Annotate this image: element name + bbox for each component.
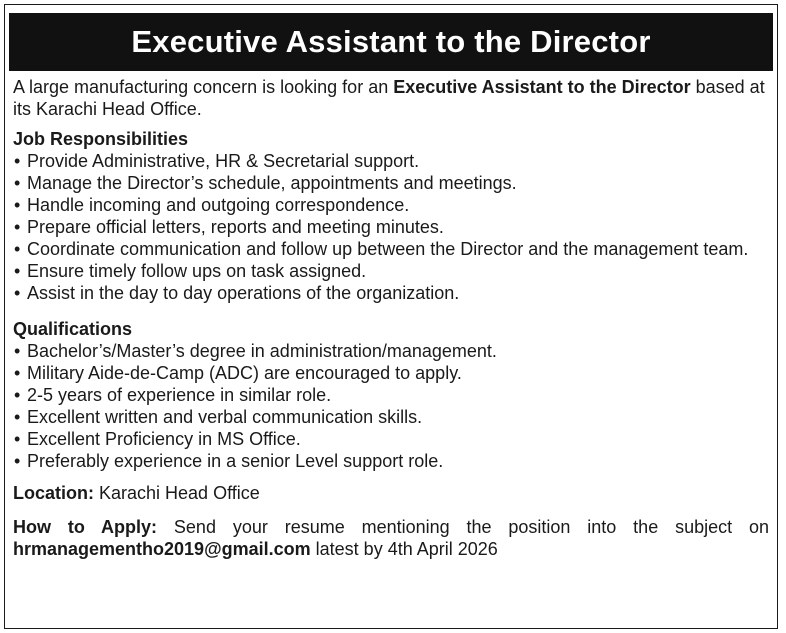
list-item: • Coordinate communication and follow up between the Director and the management team. xyxy=(13,238,769,260)
qualifications-list xyxy=(13,340,769,472)
list-item: • Handle incoming and outgoing correspondence. xyxy=(13,194,769,216)
how-to-apply xyxy=(13,516,769,560)
list-item: • Bachelor’s/Master’s degree in administration/management. xyxy=(13,340,769,362)
intro-prefix: A large manufacturing concern is looking for an xyxy=(13,77,394,97)
location-line xyxy=(13,482,769,504)
apply-text: Send your resume mentioning the position into the subject on xyxy=(157,517,769,537)
ad-body xyxy=(13,76,769,560)
location-value: Karachi Head Office xyxy=(94,483,260,503)
intro-position: Executive Assistant to the Director xyxy=(393,77,691,97)
list-item: • Prepare official letters, reports and meeting minutes. xyxy=(13,216,769,238)
responsibilities-heading: Job Responsibilities xyxy=(13,129,189,149)
list-item: • Manage the Director’s schedule, appointments and meetings. xyxy=(13,172,769,194)
intro-suffix: based at its Karachi Head Office. xyxy=(13,77,765,119)
list-item: • Military Aide-de-Camp (ADC) are encouraged to apply. xyxy=(13,362,769,384)
location-label: Location: xyxy=(13,483,94,503)
apply-deadline: latest by 4th April 2026 xyxy=(310,539,498,559)
qualifications-heading: Qualifications xyxy=(13,319,133,339)
list-item: • Assist in the day to day operations of the organization. xyxy=(13,282,769,304)
apply-label: How to Apply: xyxy=(13,517,158,537)
list-item: • Ensure timely follow ups on task assigned. xyxy=(13,260,769,282)
list-item: • Preferably experience in a senior Level support role. xyxy=(13,450,769,472)
list-item: • Excellent written and verbal communication skills. xyxy=(13,406,769,428)
intro-paragraph xyxy=(13,76,769,120)
apply-email: hrmanagementho2019@gmail.com xyxy=(13,539,311,559)
job-advertisement xyxy=(4,4,778,629)
list-item: • Excellent Proficiency in MS Office. xyxy=(13,428,769,450)
list-item: • Provide Administrative, HR & Secretarial support. xyxy=(13,150,769,172)
list-item: • 2-5 years of experience in similar role. xyxy=(13,384,769,406)
ad-title-banner: Executive Assistant to the Director xyxy=(9,13,773,71)
responsibilities-list xyxy=(13,150,769,304)
